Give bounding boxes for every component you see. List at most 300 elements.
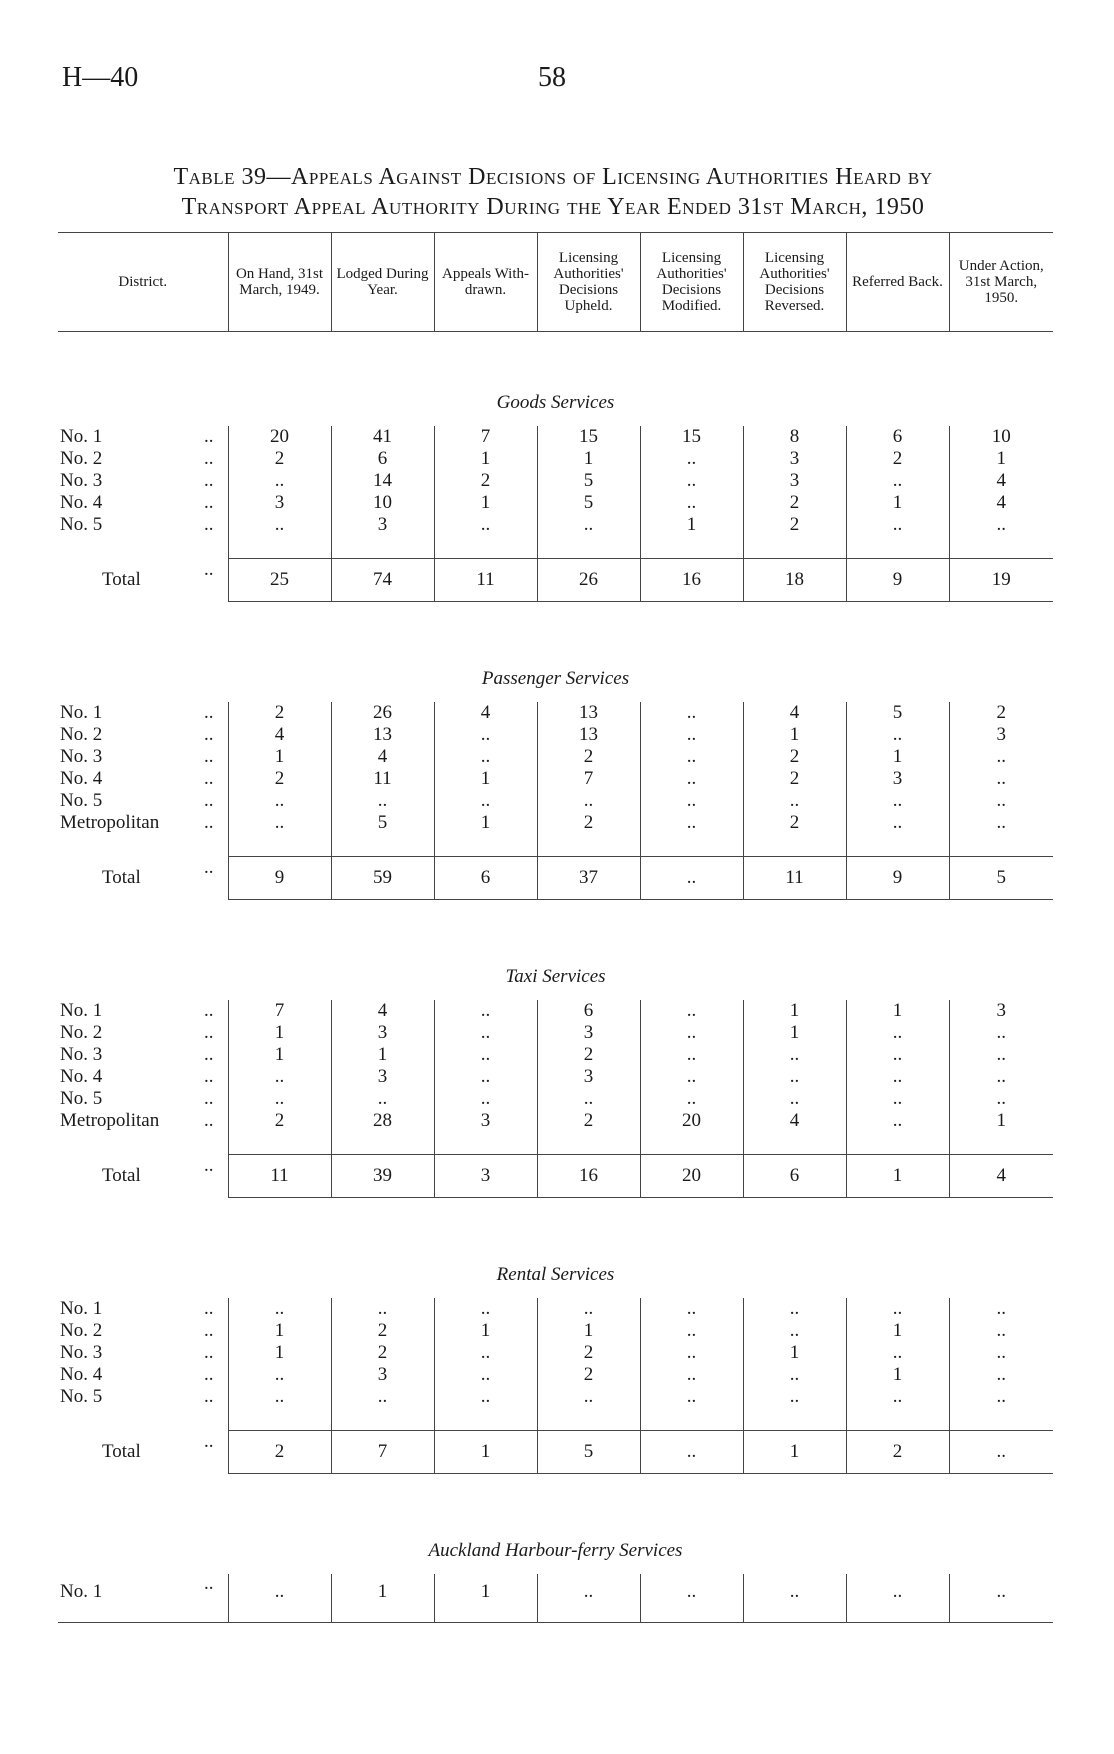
value-cell: .. xyxy=(846,812,949,834)
total-value-cell: 4 xyxy=(949,1155,1053,1198)
value-cell: .. xyxy=(743,1298,846,1320)
leader-dots: .. xyxy=(204,1298,214,1319)
value-cell: 13 xyxy=(331,724,434,746)
value-cell: 1 xyxy=(846,1320,949,1342)
value-cell: 4 xyxy=(743,702,846,724)
value-cell: 7 xyxy=(434,426,537,448)
value-cell: .. xyxy=(949,1022,1053,1044)
value-cell: .. xyxy=(743,1066,846,1088)
total-value-cell: 2 xyxy=(228,1431,331,1474)
district-label: Metropolitan xyxy=(60,1110,160,1131)
value-cell: .. xyxy=(434,514,537,536)
district-label: No. 4 xyxy=(60,768,103,789)
section-title: Rental Services xyxy=(496,1264,615,1285)
total-value-cell: 7 xyxy=(331,1431,434,1474)
value-cell: .. xyxy=(331,1298,434,1320)
value-cell: 28 xyxy=(331,1110,434,1132)
column-header-referred-back: Referred Back. xyxy=(846,233,949,332)
leader-dots: .. xyxy=(204,1110,214,1131)
spacer-cell xyxy=(331,536,434,559)
value-cell: .. xyxy=(331,1088,434,1110)
table-row xyxy=(58,746,1053,768)
value-cell: 2 xyxy=(228,1110,331,1132)
value-cell: .. xyxy=(640,1066,743,1088)
spacer-cell xyxy=(58,1408,228,1431)
district-label: No. 1 xyxy=(60,1000,103,1021)
value-cell: .. xyxy=(846,1574,949,1623)
section-title: Taxi Services xyxy=(505,966,606,987)
total-value-cell: 9 xyxy=(846,559,949,602)
value-cell: .. xyxy=(640,790,743,812)
value-cell: .. xyxy=(228,470,331,492)
district-cell xyxy=(58,1044,228,1066)
table-row xyxy=(58,470,1053,492)
section-heading-row xyxy=(58,602,1053,703)
total-label: Total xyxy=(102,569,141,590)
table-row xyxy=(58,1386,1053,1408)
spacer-cell xyxy=(537,1408,640,1431)
value-cell: .. xyxy=(743,1574,846,1623)
value-cell: 5 xyxy=(537,492,640,514)
leader-dots: .. xyxy=(204,1342,214,1363)
value-cell: .. xyxy=(537,1386,640,1408)
value-cell: 1 xyxy=(846,1000,949,1022)
district-label: No. 5 xyxy=(60,790,103,811)
value-cell: .. xyxy=(949,746,1053,768)
spacer-cell xyxy=(846,536,949,559)
value-cell: 1 xyxy=(640,514,743,536)
total-label: Total xyxy=(102,1165,141,1186)
value-cell: .. xyxy=(228,790,331,812)
leader-dots: .. xyxy=(204,1088,214,1109)
spacer-cell xyxy=(846,1132,949,1155)
value-cell: 1 xyxy=(228,1320,331,1342)
value-cell: .. xyxy=(846,1044,949,1066)
district-cell xyxy=(58,1342,228,1364)
value-cell: 3 xyxy=(949,1000,1053,1022)
value-cell: 13 xyxy=(537,724,640,746)
value-cell: .. xyxy=(949,514,1053,536)
total-row xyxy=(58,1155,1053,1198)
table-row xyxy=(58,1342,1053,1364)
district-cell xyxy=(58,1364,228,1386)
value-cell: .. xyxy=(537,790,640,812)
value-cell: .. xyxy=(949,1044,1053,1066)
district-cell xyxy=(58,1574,228,1623)
district-cell xyxy=(58,702,228,724)
value-cell: 6 xyxy=(331,448,434,470)
value-cell: 1 xyxy=(434,1320,537,1342)
leader-dots: .. xyxy=(204,1320,214,1341)
table-row xyxy=(58,768,1053,790)
value-cell: 2 xyxy=(228,768,331,790)
value-cell: 4 xyxy=(434,702,537,724)
value-cell: .. xyxy=(846,1110,949,1132)
table-row xyxy=(58,702,1053,724)
value-cell: 2 xyxy=(537,746,640,768)
value-cell: 5 xyxy=(331,812,434,834)
value-cell: .. xyxy=(228,1574,331,1623)
value-cell: .. xyxy=(537,1298,640,1320)
value-cell: 10 xyxy=(949,426,1053,448)
value-cell: 2 xyxy=(743,492,846,514)
district-label: No. 4 xyxy=(60,1066,103,1087)
spacer-cell xyxy=(58,536,228,559)
total-value-cell: 5 xyxy=(537,1431,640,1474)
value-cell: 1 xyxy=(228,1342,331,1364)
district-label: No. 5 xyxy=(60,514,103,535)
value-cell: 1 xyxy=(434,1574,537,1623)
spacer-cell xyxy=(949,1408,1053,1431)
district-label: No. 3 xyxy=(60,1044,103,1065)
value-cell: 3 xyxy=(331,1022,434,1044)
section-heading-row xyxy=(58,1474,1053,1575)
value-cell: 1 xyxy=(434,768,537,790)
table-row xyxy=(58,1320,1053,1342)
leader-dots: .. xyxy=(204,448,214,469)
value-cell: 1 xyxy=(743,724,846,746)
spacer-cell xyxy=(640,834,743,857)
district-cell xyxy=(58,812,228,834)
total-value-cell: 5 xyxy=(949,857,1053,900)
table-row xyxy=(58,1364,1053,1386)
district-label: No. 1 xyxy=(60,1298,103,1319)
value-cell: 3 xyxy=(434,1110,537,1132)
spacer-cell xyxy=(640,1408,743,1431)
value-cell: 2 xyxy=(228,448,331,470)
value-cell: 2 xyxy=(228,702,331,724)
total-value-cell: 11 xyxy=(743,857,846,900)
value-cell: .. xyxy=(640,1364,743,1386)
value-cell: .. xyxy=(949,790,1053,812)
value-cell: 2 xyxy=(537,1044,640,1066)
total-value-cell: 74 xyxy=(331,559,434,602)
total-label-cell xyxy=(58,1155,228,1198)
total-value-cell: 1 xyxy=(743,1431,846,1474)
section-title: Auckland Harbour-ferry Services xyxy=(428,1540,683,1561)
value-cell: 1 xyxy=(228,746,331,768)
spacer-cell xyxy=(949,834,1053,857)
spacer-cell xyxy=(331,1132,434,1155)
value-cell: .. xyxy=(846,790,949,812)
value-cell: 7 xyxy=(228,1000,331,1022)
district-cell xyxy=(58,1386,228,1408)
value-cell: 4 xyxy=(949,492,1053,514)
spacer-cell xyxy=(331,834,434,857)
spacer-row xyxy=(58,536,1053,559)
value-cell: .. xyxy=(640,1022,743,1044)
value-cell: .. xyxy=(640,1000,743,1022)
column-header-modified: Licensing Authorities' Decisions Modified. xyxy=(640,233,743,332)
value-cell: 4 xyxy=(743,1110,846,1132)
value-cell: .. xyxy=(537,1574,640,1623)
value-cell: 1 xyxy=(743,1022,846,1044)
table-title-line-2: Transport Appeal Authority During the Year Ended 31st March, 1950 xyxy=(181,194,925,220)
value-cell: .. xyxy=(228,1386,331,1408)
value-cell: .. xyxy=(228,1364,331,1386)
spacer-cell xyxy=(743,834,846,857)
value-cell: 41 xyxy=(331,426,434,448)
value-cell: 1 xyxy=(434,492,537,514)
district-label: No. 3 xyxy=(60,1342,103,1363)
value-cell: .. xyxy=(949,1364,1053,1386)
value-cell: .. xyxy=(640,492,743,514)
total-value-cell: 6 xyxy=(743,1155,846,1198)
value-cell: .. xyxy=(846,1022,949,1044)
value-cell: 2 xyxy=(537,812,640,834)
value-cell: 7 xyxy=(537,768,640,790)
total-value-cell: 11 xyxy=(434,559,537,602)
district-label: No. 2 xyxy=(60,448,103,469)
value-cell: .. xyxy=(846,1066,949,1088)
total-label-cell xyxy=(58,559,228,602)
leader-dots: .. xyxy=(204,1066,214,1087)
value-cell: 1 xyxy=(846,492,949,514)
district-label: No. 4 xyxy=(60,1364,103,1385)
column-header-on-hand: On Hand, 31st March, 1949. xyxy=(228,233,331,332)
total-row xyxy=(58,857,1053,900)
header-row xyxy=(58,233,1053,332)
value-cell: 2 xyxy=(537,1364,640,1386)
table-title-line-1: Table 39—Appeals Against Decisions of Licensing Authorities Heard by xyxy=(173,164,933,190)
value-cell: .. xyxy=(846,470,949,492)
value-cell: .. xyxy=(640,470,743,492)
total-value-cell: 6 xyxy=(434,857,537,900)
value-cell: 3 xyxy=(537,1066,640,1088)
spacer-cell xyxy=(846,834,949,857)
value-cell: 4 xyxy=(949,470,1053,492)
total-row xyxy=(58,1431,1053,1474)
spacer-row xyxy=(58,1408,1053,1431)
value-cell: 5 xyxy=(846,702,949,724)
table-row xyxy=(58,1000,1053,1022)
value-cell: 1 xyxy=(743,1000,846,1022)
value-cell: 3 xyxy=(537,1022,640,1044)
leader-dots: .. xyxy=(204,470,214,491)
table-row xyxy=(58,1298,1053,1320)
total-value-cell: 2 xyxy=(846,1431,949,1474)
district-label: No. 1 xyxy=(60,702,103,723)
value-cell: .. xyxy=(949,1066,1053,1088)
district-cell xyxy=(58,1298,228,1320)
table-row xyxy=(58,724,1053,746)
value-cell: .. xyxy=(434,1364,537,1386)
district-label: No. 3 xyxy=(60,746,103,767)
value-cell: 1 xyxy=(949,1110,1053,1132)
leader-dots: .. xyxy=(204,1022,214,1043)
table-title xyxy=(58,162,1048,222)
value-cell: .. xyxy=(640,812,743,834)
district-label: No. 1 xyxy=(60,426,103,447)
total-value-cell: 9 xyxy=(228,857,331,900)
section-heading-row xyxy=(58,1198,1053,1299)
district-label: No. 2 xyxy=(60,1320,103,1341)
leader-dots: .. xyxy=(204,1386,214,1407)
column-header-under-action: Under Action, 31st March, 1950. xyxy=(949,233,1053,332)
value-cell: .. xyxy=(743,1364,846,1386)
value-cell: 3 xyxy=(331,1066,434,1088)
value-cell: 1 xyxy=(228,1022,331,1044)
section-title: Goods Services xyxy=(496,392,615,413)
district-label: No. 2 xyxy=(60,1022,103,1043)
table-row xyxy=(58,1022,1053,1044)
value-cell: .. xyxy=(640,1342,743,1364)
value-cell: .. xyxy=(640,1574,743,1623)
value-cell: 3 xyxy=(228,492,331,514)
page-header xyxy=(0,62,1114,102)
column-header-lodged: Lodged During Year. xyxy=(331,233,434,332)
district-cell xyxy=(58,1066,228,1088)
spacer-cell xyxy=(537,834,640,857)
value-cell: 2 xyxy=(537,1110,640,1132)
section-heading-row xyxy=(58,900,1053,1001)
value-cell: 2 xyxy=(434,470,537,492)
value-cell: .. xyxy=(228,1066,331,1088)
total-label: Total xyxy=(102,867,141,888)
spacer-cell xyxy=(58,1132,228,1155)
total-value-cell: 37 xyxy=(537,857,640,900)
district-cell xyxy=(58,1088,228,1110)
value-cell: .. xyxy=(331,1386,434,1408)
appeals-table xyxy=(58,232,1053,1623)
total-value-cell: .. xyxy=(640,857,743,900)
spacer-row xyxy=(58,1132,1053,1155)
value-cell: .. xyxy=(640,1320,743,1342)
district-cell xyxy=(58,1320,228,1342)
value-cell: .. xyxy=(434,746,537,768)
total-value-cell: 1 xyxy=(846,1155,949,1198)
value-cell: 4 xyxy=(331,746,434,768)
value-cell: .. xyxy=(228,1298,331,1320)
leader-dots: .. xyxy=(204,702,214,723)
value-cell: 1 xyxy=(537,1320,640,1342)
value-cell: 10 xyxy=(331,492,434,514)
leader-dots: .. xyxy=(204,724,214,745)
value-cell: .. xyxy=(434,1386,537,1408)
total-value-cell: 16 xyxy=(640,559,743,602)
value-cell: .. xyxy=(640,1386,743,1408)
value-cell: 26 xyxy=(331,702,434,724)
district-cell xyxy=(58,492,228,514)
value-cell: .. xyxy=(846,1342,949,1364)
total-value-cell: .. xyxy=(949,1431,1053,1474)
page-number: 58 xyxy=(538,62,566,93)
value-cell: 20 xyxy=(228,426,331,448)
value-cell: .. xyxy=(743,1320,846,1342)
spacer-cell xyxy=(743,1132,846,1155)
value-cell: .. xyxy=(434,1066,537,1088)
value-cell: .. xyxy=(949,768,1053,790)
value-cell: 1 xyxy=(434,812,537,834)
district-label: No. 1 xyxy=(60,1581,103,1602)
value-cell: .. xyxy=(743,790,846,812)
column-header-reversed: Licensing Authorities' Decisions Reversed. xyxy=(743,233,846,332)
value-cell: 6 xyxy=(846,426,949,448)
spacer-cell xyxy=(846,1408,949,1431)
value-cell: .. xyxy=(949,1320,1053,1342)
value-cell: .. xyxy=(434,724,537,746)
value-cell: 4 xyxy=(331,1000,434,1022)
value-cell: .. xyxy=(949,1386,1053,1408)
value-cell: .. xyxy=(434,1298,537,1320)
district-cell xyxy=(58,470,228,492)
value-cell: 2 xyxy=(743,514,846,536)
value-cell: 8 xyxy=(743,426,846,448)
value-cell: 1 xyxy=(331,1574,434,1623)
spacer-cell xyxy=(949,536,1053,559)
value-cell: .. xyxy=(640,746,743,768)
total-row xyxy=(58,559,1053,602)
section-heading-row xyxy=(58,332,1053,427)
table-row xyxy=(58,1110,1053,1132)
district-label: Metropolitan xyxy=(60,812,160,833)
spacer-cell xyxy=(640,536,743,559)
value-cell: 1 xyxy=(743,1342,846,1364)
value-cell: .. xyxy=(537,1088,640,1110)
value-cell: 3 xyxy=(743,448,846,470)
spacer-cell xyxy=(434,536,537,559)
column-header-district: District. xyxy=(58,233,228,332)
value-cell: .. xyxy=(434,1088,537,1110)
value-cell: 3 xyxy=(949,724,1053,746)
total-label-cell xyxy=(58,1431,228,1474)
value-cell: .. xyxy=(331,790,434,812)
spacer-cell xyxy=(640,1132,743,1155)
value-cell: .. xyxy=(846,724,949,746)
spacer-cell xyxy=(331,1408,434,1431)
district-cell xyxy=(58,746,228,768)
spacer-cell xyxy=(537,1132,640,1155)
value-cell: 1 xyxy=(846,746,949,768)
value-cell: .. xyxy=(846,1386,949,1408)
value-cell: .. xyxy=(434,1342,537,1364)
spacer-cell xyxy=(228,1408,331,1431)
column-header-withdrawn: Appeals With- drawn. xyxy=(434,233,537,332)
district-label: No. 2 xyxy=(60,724,103,745)
value-cell: .. xyxy=(228,514,331,536)
table-row xyxy=(58,426,1053,448)
leader-dots: .. xyxy=(204,746,214,767)
value-cell: 14 xyxy=(331,470,434,492)
value-cell: .. xyxy=(434,790,537,812)
total-value-cell: 18 xyxy=(743,559,846,602)
value-cell: .. xyxy=(949,1298,1053,1320)
total-value-cell: 9 xyxy=(846,857,949,900)
spacer-cell xyxy=(949,1132,1053,1155)
value-cell: 2 xyxy=(537,1342,640,1364)
value-cell: .. xyxy=(846,514,949,536)
value-cell: 4 xyxy=(228,724,331,746)
value-cell: .. xyxy=(640,1044,743,1066)
district-cell xyxy=(58,1022,228,1044)
district-label: No. 3 xyxy=(60,470,103,491)
total-value-cell: 11 xyxy=(228,1155,331,1198)
value-cell: .. xyxy=(640,702,743,724)
spacer-cell xyxy=(537,536,640,559)
value-cell: 1 xyxy=(331,1044,434,1066)
total-value-cell: 26 xyxy=(537,559,640,602)
value-cell: 2 xyxy=(331,1320,434,1342)
table-row xyxy=(58,492,1053,514)
value-cell: .. xyxy=(846,1298,949,1320)
table-row xyxy=(58,812,1053,834)
value-cell: 15 xyxy=(537,426,640,448)
district-cell xyxy=(58,1110,228,1132)
total-label: Total xyxy=(102,1441,141,1462)
table-body xyxy=(58,332,1053,1623)
total-value-cell: 39 xyxy=(331,1155,434,1198)
district-cell xyxy=(58,768,228,790)
